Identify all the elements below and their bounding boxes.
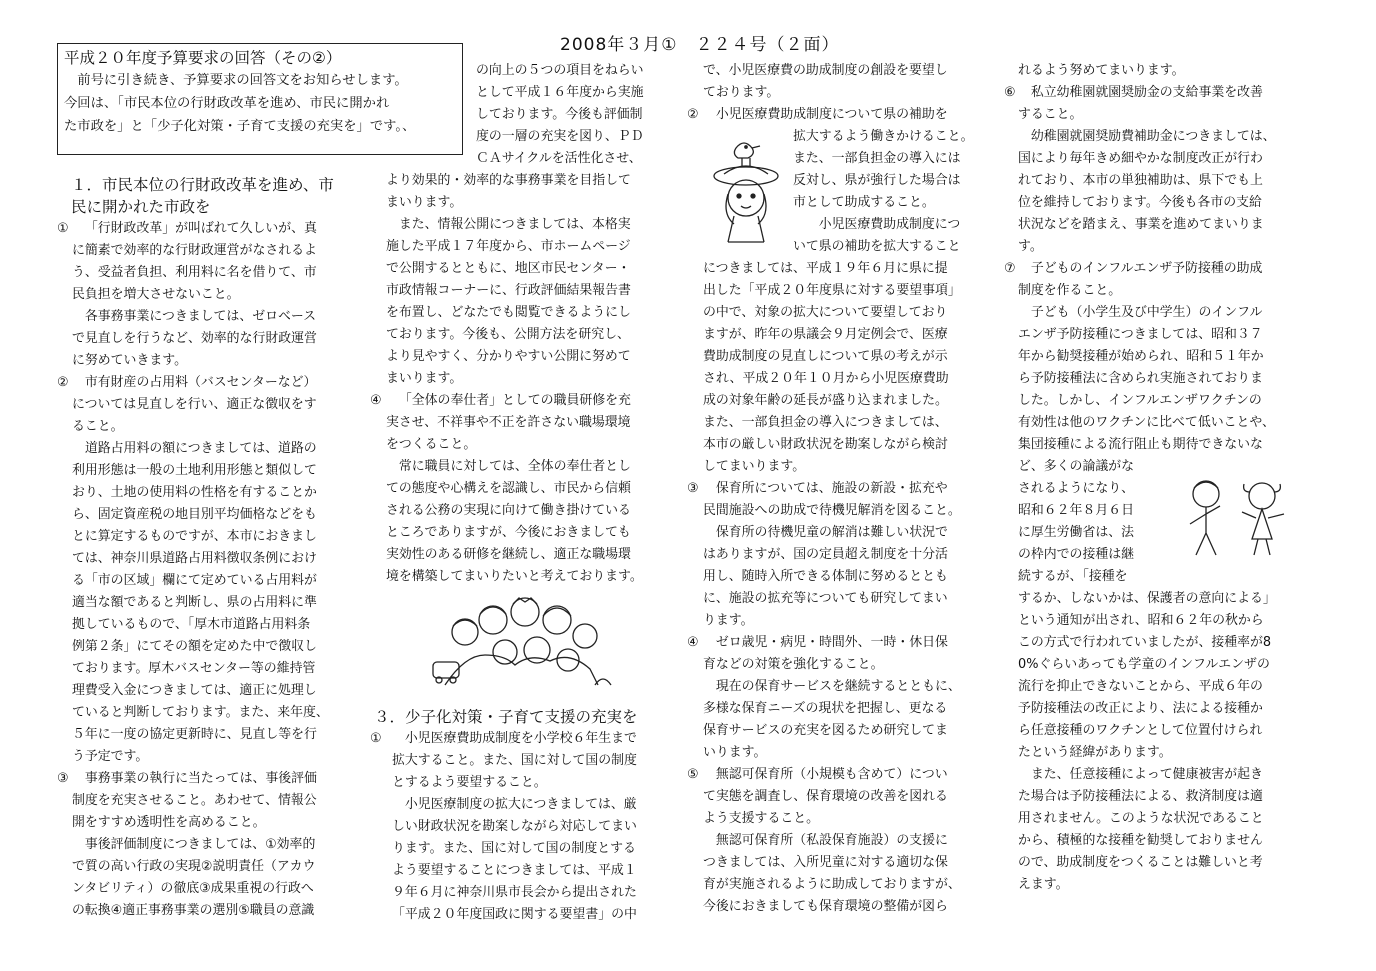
list-item (1004, 258, 1304, 896)
list-item (687, 764, 997, 918)
text-line: として平成１６年度から実施 (476, 85, 644, 100)
text-line: 民負担を増大させないこと。 (72, 287, 240, 302)
text-line: 小児医療費助成制度につ (793, 217, 961, 232)
continued-text (476, 60, 676, 170)
text-line: から、積極的な接種を勧奨しておりません (1018, 833, 1263, 848)
text-line: う、受益者負担、利用料に名を借りて、市 (72, 265, 317, 280)
text-line: してまいります。 (703, 459, 806, 474)
text-line: れるよう努めてまいります。 (1018, 63, 1185, 78)
text-line: 状況などを踏まえ、事業を進めてまいりま (1018, 217, 1264, 232)
text-line: えます。 (1018, 877, 1069, 892)
text-line: 実させ、不祥事や不正を許さない職場環境 (386, 415, 631, 430)
text-line: ゼロ歳児・病児・時間外、一時・休日保 (715, 635, 948, 650)
text-line: ンタビリティ）の徹底③成果重視の行政へ (72, 881, 314, 896)
text-line: ところでありますが、今後におきましても (386, 525, 631, 540)
text-line: 本市の厳しい財政状況を勘案しながら検討 (703, 437, 948, 452)
intro-title: 平成２０年度予算要求の回答（その②） (64, 49, 342, 67)
text-line: 市有財産の占用料（バスセンターなど） (84, 375, 317, 390)
text-line: 事務事業の執行に当たっては、事後評価 (84, 771, 317, 786)
text-line: 続するが、「接種を (1018, 569, 1128, 584)
text-line: 流行を抑止できないことから、平成６年の (1018, 679, 1263, 694)
text-line: 市政情報コーナーに、行政評価結果報告書 (386, 283, 631, 298)
item-number: ⑤ (687, 767, 699, 782)
section-heading-1 (57, 174, 357, 218)
text-line: 拡大すること。また、国に対して国の制度 (392, 753, 637, 768)
text-line: ること。 (72, 419, 124, 434)
text-line: に厚生労働省は、法 (1018, 525, 1135, 540)
text-line: たという経緯があります。 (1018, 745, 1172, 760)
list-item (687, 632, 997, 764)
text-line: 民に開かれた市政を (71, 198, 211, 216)
text-line: また、一部負担金の導入につきましては、 (703, 415, 948, 430)
text-line: 各事務事業につきましては、ゼロベース (84, 309, 317, 324)
text-line: つきましては、入所児童に対する適切な保 (703, 855, 948, 870)
text-line: ております。 (703, 85, 780, 100)
text-line: するか、しないかは、保護者の意向による」 (1018, 591, 1276, 606)
text-line: 用し、随時入所できる体制に努めるととも (703, 569, 948, 584)
text-line: 子どものインフルエンザ予防接種の助成 (1030, 261, 1263, 276)
list-item (687, 478, 997, 632)
item-answer (386, 456, 678, 588)
text-line: とするよう要望すること。 (392, 775, 547, 790)
text-line: 理費受入金につきましては、適正に処理し (72, 683, 317, 698)
text-line: に、施設の拡充等についても研究してまい (703, 591, 948, 606)
girl-icon (1249, 483, 1275, 509)
item-request (392, 728, 678, 794)
text-line: 「平成２０年度国政に関する要望書」の中 (392, 907, 637, 922)
text-line: 今後におきましても保育環境の整備が図ら (703, 899, 948, 914)
text-line: 国により毎年きめ細やかな制度改正が行わ (1018, 151, 1263, 166)
text-line: 「行財政改革」が叫ばれて久しいが、真 (84, 221, 317, 236)
item-answer (1018, 764, 1302, 896)
list-item (1004, 82, 1304, 258)
text-line: う予定です。 (72, 749, 149, 764)
text-line: より効果的・効率的な事務事業を目指して (386, 173, 631, 188)
list-item (57, 768, 357, 922)
text-line: した。しかし、インフルエンザワクチンの (1018, 393, 1262, 408)
text-line: 民間施設への助成で待機児解消を図ること。 (703, 503, 961, 518)
text-line: 無認可保育所（私設保育施設）の支援に (715, 833, 948, 848)
text-line: につきましては、平成１９年６月に県に提 (703, 261, 948, 276)
text-line: いて県の補助を拡大すること (793, 239, 961, 254)
text-line: 反対し、県が強行した場合は (793, 173, 961, 188)
text-line: また、情報公開につきましては、本格実 (398, 217, 631, 232)
text-line: しております。今後も評価制 (476, 107, 643, 122)
text-line: ９年６月に神奈川県市長会から提出された (392, 885, 637, 900)
item-number: ⑦ (1004, 261, 1016, 276)
text-line: を布置し、どなたでも閲覧できるようにし (386, 305, 631, 320)
item-number: ④ (687, 635, 699, 650)
text-line: この方式で行われていましたが、接種率が8 (1018, 635, 1272, 650)
text-line: ります。 (703, 613, 754, 628)
text-line: 0%ぐらいあっても学童のインフルエンザの (1018, 657, 1270, 672)
text-line: 昭和６２年８月６日 (1018, 503, 1135, 518)
text-line: 現在の保育サービスを継続するとともに、 (715, 679, 961, 694)
text-line: 利用形態は一般の土地利用形態と類似して (72, 463, 317, 478)
text-line: で公開するとともに、地区市民センター・ (386, 261, 631, 276)
text-line: とに算定するものですが、本市におきまし (72, 529, 317, 544)
item-number: ① (370, 731, 382, 746)
item-answer (703, 676, 995, 764)
text-line: 道路占用料の額につきましては、道路の (84, 441, 317, 456)
text-line: 成の対象年齢の延長が盛り込まれました。 (703, 393, 948, 408)
item-request (72, 218, 357, 306)
text-line: より見やすく、分かりやすい公開に努めて (386, 349, 631, 364)
text-line: ております。厚木バスセンター等の維持管 (72, 661, 316, 676)
text-line: され、平成２０年１０月から小児医療費助 (703, 371, 949, 386)
girl-with-bird-illustration (706, 136, 786, 244)
text-line: よう支援すること。 (703, 811, 820, 826)
text-line: 予防接種法の改正により、法による接種か (1018, 701, 1263, 716)
text-line: 度の一層の充実を図り、ＰＤ (476, 129, 644, 144)
text-line: をつくること。 (386, 437, 477, 452)
text-line: ります。また、国に対して国の制度とする (392, 841, 636, 856)
continued-text (687, 60, 997, 104)
text-line: て実態を調査し、保育環境の改善を図れる (703, 789, 948, 804)
text-line: される公務の実現に向けて働き掛けている (386, 503, 631, 518)
item-request (386, 390, 678, 456)
text-line: 「全体の奉仕者」としての職員研修を充 (398, 393, 631, 408)
text-line: れており、本市の単独補助は、県下でも上 (1018, 173, 1263, 188)
list-item (57, 372, 357, 768)
list-item (370, 728, 680, 926)
text-line: １．市民本位の行財政改革を進め、市 (71, 176, 334, 194)
item-request (1018, 258, 1302, 302)
text-line: また、任意接種によって健康被害が起き (1030, 767, 1263, 782)
text-line: の転換④適正事務事業の選別⑤職員の意識 (72, 903, 315, 918)
list-item (57, 218, 357, 372)
text-line: 保育所については、施設の新設・拡充や (715, 481, 948, 496)
item-number: ⑥ (1004, 85, 1016, 100)
item-request: 小児医療費助成制度について県の補助を (715, 107, 948, 122)
text-line: 保育サービスの充実を図るため研究してま (703, 723, 948, 738)
text-line: 適当な額であると判断し、県の占用料に準 (72, 595, 317, 610)
item-answer (72, 834, 357, 922)
text-line: 費助成制度の見直しについて県の考えが示 (703, 349, 948, 364)
text-line: 私立幼稚園就園奨励金の支給事業を改善 (1030, 85, 1263, 100)
text-line: で、小児医療費の助成制度の創設を要望し (703, 63, 948, 78)
text-line: ら任意接種のワクチンとして位置付けられ (1018, 723, 1263, 738)
text-line: 育などの対策を強化すること。 (703, 657, 884, 672)
text-line: ていると判断しております。また、来年度、 (72, 705, 329, 720)
item-answer (703, 830, 995, 918)
text-line: まいります。 (386, 371, 463, 386)
text-line: 制度を充実させること。あわせて、情報公 (72, 793, 317, 808)
item-number: ③ (687, 481, 699, 496)
item-answer (1018, 126, 1302, 258)
item-request (703, 632, 995, 676)
list-item (370, 390, 680, 588)
text-line: 例第２条」にてその額を定めた中で徴収し (72, 639, 317, 654)
item-answer (72, 306, 357, 372)
text-line: 子ども（小学生及び中学生）のインフル (1030, 305, 1263, 320)
text-line: ますが、昨年の県議会９月定例会で、医療 (703, 327, 948, 342)
text-line: 境を構築してまいりたいと考えております。 (386, 569, 643, 584)
column-2 (370, 170, 680, 588)
text-line: については見直しを行い、適正な徴収をす (72, 397, 317, 412)
text-line: いります。 (703, 745, 767, 760)
text-line: よう要望することにつきましては、平成１ (392, 863, 637, 878)
item-answer (370, 214, 680, 390)
text-line: 前号に引き続き、予算要求の回答文をお知らせします。 (64, 73, 408, 88)
text-line: すること。 (1018, 107, 1083, 122)
intro-body (64, 69, 456, 138)
text-line: エンザ予防接種につきましては、昭和３７ (1018, 327, 1263, 342)
text-line: す。 (1018, 239, 1043, 254)
text-line: の枠内での接種は継 (1018, 547, 1135, 562)
text-line: 開をすすめ透明性を高めること。 (72, 815, 266, 830)
text-line: おり、土地の使用料の性格を有することか (72, 485, 317, 500)
text-line: ＣＡサイクルを活性化させ、 (476, 151, 642, 166)
text-line: ら、固定資産税の地目別平均価格などをも (72, 507, 317, 522)
item-number: ③ (57, 771, 69, 786)
item-answer (72, 438, 357, 768)
text-line: 多様な保育ニーズの現状を把握し、更なる (703, 701, 948, 716)
text-line: 用されません。このような状況であること (1018, 811, 1264, 826)
text-line: に努めていきます。 (72, 353, 187, 368)
text-line: 幼稚園就園奨励費補助金につきましては、 (1030, 129, 1276, 144)
text-line: ての態度や心構えを認識し、市民から信頼 (386, 481, 631, 496)
text-line: ので、助成制度をつくることは難しいと考 (1018, 855, 1263, 870)
text-line: 有効性は他のワクチンに比べて低いことや、 (1018, 415, 1275, 430)
text-line: 市として助成すること。 (793, 195, 935, 210)
text-line: はありますが、国の定員超え制度を十分活 (703, 547, 948, 562)
text-line: で見直しを行うなど、効率的な行財政運営 (72, 331, 317, 346)
item-request (703, 478, 995, 522)
text-line: されるようになり、 (1018, 481, 1135, 496)
column-1 (57, 174, 357, 922)
text-line: 育が実施されるように助成しておりますが、 (703, 877, 961, 892)
text-line: ら予防接種法に含められ実施されておりま (1018, 371, 1263, 386)
item-request (703, 764, 995, 830)
text-line: ては、神奈川県道路占用料徴収条例におけ (72, 551, 317, 566)
family-illustration (425, 590, 620, 690)
text-line: という通知が出され、昭和６２年の秋から (1018, 613, 1264, 628)
item-answer (703, 522, 995, 632)
text-line: る「市の区域」欄にて定めている占用料が (72, 573, 317, 588)
text-line: た市政を」と「少子化対策・子育て支援の充実を」です。、 (64, 119, 416, 134)
item-request (1018, 82, 1302, 126)
text-line: 位を維持しております。今後も各市の支給 (1018, 195, 1262, 210)
item-number: ② (57, 375, 69, 390)
children-illustration (1170, 476, 1300, 558)
text-line: の中で、対象の拡大について要望しており (703, 305, 948, 320)
column-2b (370, 706, 680, 926)
item-answer (392, 794, 678, 926)
text-line: 事後評価制度につきましては、①効率的 (84, 837, 316, 852)
text-line: 保育所の待機児童の解消は難しい状況で (715, 525, 948, 540)
text-line: 常に職員に対しては、全体の奉仕者とし (398, 459, 631, 474)
text-line: 出した「平成２０年度県に対する要望事項」 (703, 283, 961, 298)
text-line: た場合は予防接種法による、救済制度は適 (1018, 789, 1263, 804)
text-line: しい財政状況を勘案しながら対応してまい (392, 819, 637, 834)
text-line: の向上の５つの項目をねらい (476, 63, 644, 78)
text-line: 年から勧奨接種が始められ、昭和５１年か (1018, 349, 1264, 364)
text-line: 無認可保育所（小規模も含めて）につい (715, 767, 948, 782)
item-number: ② (687, 107, 699, 122)
section-heading-3: ３．少子化対策・子育て支援の充実を (374, 708, 638, 726)
text-line: に簡素で効率的な行財政運営がなされるよ (72, 243, 317, 258)
text-line: ５年に一度の協定更新時に、見直し等を行 (72, 727, 317, 742)
text-line: で質の高い行政の実現②説明責任（アカウ (72, 859, 316, 874)
continued-text (1004, 60, 1304, 82)
person-icon (543, 606, 571, 634)
text-line: 施した平成１７年度から、市ホームページ (386, 239, 631, 254)
item-number: ④ (370, 393, 382, 408)
person-icon (573, 624, 597, 648)
page-header: 2008年３月① ２２４号（２面） (560, 35, 840, 55)
text-line: 小児医療制度の拡大につきましては、厳 (404, 797, 637, 812)
intro-box (57, 43, 463, 155)
item-answer (687, 258, 997, 478)
column-2a (476, 60, 676, 170)
continued-text (370, 170, 680, 214)
text-line: 集団接種による流行阻止も期待できないな (1018, 437, 1263, 452)
item-number: ① (57, 221, 69, 236)
text-line: また、一部負担金の導入には (793, 151, 961, 166)
text-line: 実効性のある研修を継続し、適正な職場環 (386, 547, 631, 562)
text-line: まいります。 (386, 195, 463, 210)
text-line: 制度を作ること。 (1018, 283, 1122, 298)
item-request (72, 768, 357, 834)
person-icon (493, 640, 517, 664)
text-line: ど、多くの論議がな (1018, 459, 1135, 474)
text-line: 拡大するよう働きかけること。 (793, 129, 974, 144)
text-line: 拠しているもので、「厚木市道路占用料条 (72, 617, 311, 632)
text-line: 小児医療費助成制度を小学校６年生まで (404, 731, 637, 746)
text-line: ております。今後も、公開方法を研究し、 (386, 327, 630, 342)
item-request (72, 372, 357, 438)
bird-icon (734, 143, 753, 158)
text-line: 今回は、「市民本位の行財政改革を進め、市民に開かれ (64, 96, 390, 111)
